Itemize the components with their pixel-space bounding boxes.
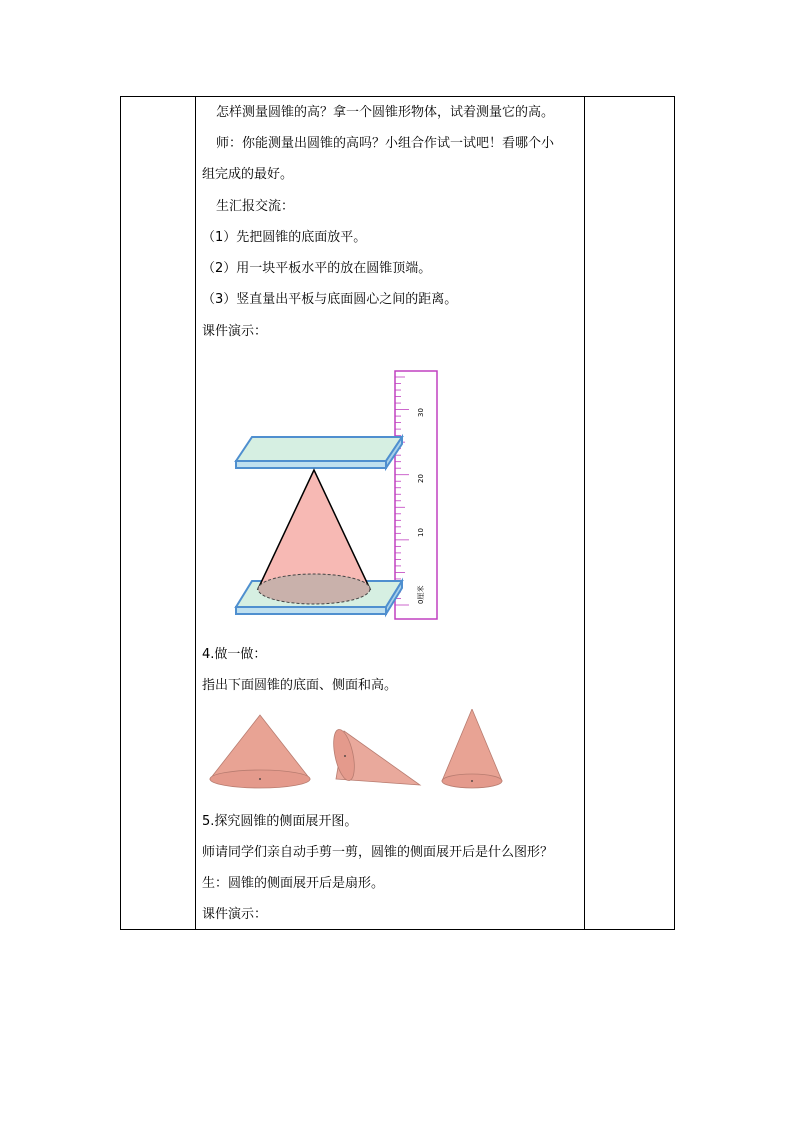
text-line-8: 课件演示： xyxy=(202,324,268,339)
text-line-4: 生汇报交流： xyxy=(216,199,295,214)
text-line-11: 5.探究圆锥的侧面展开图。 xyxy=(202,814,358,829)
measured-cone xyxy=(258,470,370,604)
cone-height-measurement-figure xyxy=(224,367,454,627)
text-line-12: 师请同学们亲自动手剪一剪，圆锥的侧面展开后是什么图形？ xyxy=(202,845,554,860)
cone-wide xyxy=(210,715,310,788)
lesson-table xyxy=(120,96,675,930)
text-line-13: 生：圆锥的侧面展开后是扇形。 xyxy=(202,876,385,891)
text-line-10: 指出下面圆锥的底面、侧面和高。 xyxy=(202,678,398,693)
three-cones-figure xyxy=(206,709,506,791)
text-line-2: 师：你能测量出圆锥的高吗？小组合作试一试吧！看哪个小 xyxy=(216,136,555,151)
cone-tall xyxy=(442,709,502,788)
text-line-6: （2）用一块平板水平的放在圆锥顶端。 xyxy=(202,261,432,276)
ruler-label-0cm: 0厘米 xyxy=(417,585,425,604)
text-line-1: 怎样测量圆锥的高？拿一个圆锥形物体，试着测量它的高。 xyxy=(216,105,555,120)
right-column xyxy=(585,97,675,930)
text-line-3: 组完成的最好。 xyxy=(202,167,294,182)
top-plate xyxy=(236,437,402,468)
ruler-label-10: 10 xyxy=(417,528,425,537)
ruler-label-20: 20 xyxy=(417,474,425,483)
text-line-9: 4.做一做： xyxy=(202,647,267,662)
left-column xyxy=(121,97,196,930)
cone-tilted xyxy=(330,728,420,785)
ruler-label-30: 30 xyxy=(417,408,425,417)
text-line-14: 课件演示： xyxy=(202,907,268,922)
text-line-7: （3）竖直量出平板与底面圆心之间的距离。 xyxy=(202,292,458,307)
text-line-5: （1）先把圆锥的底面放平。 xyxy=(202,230,367,245)
content-column xyxy=(196,97,585,930)
